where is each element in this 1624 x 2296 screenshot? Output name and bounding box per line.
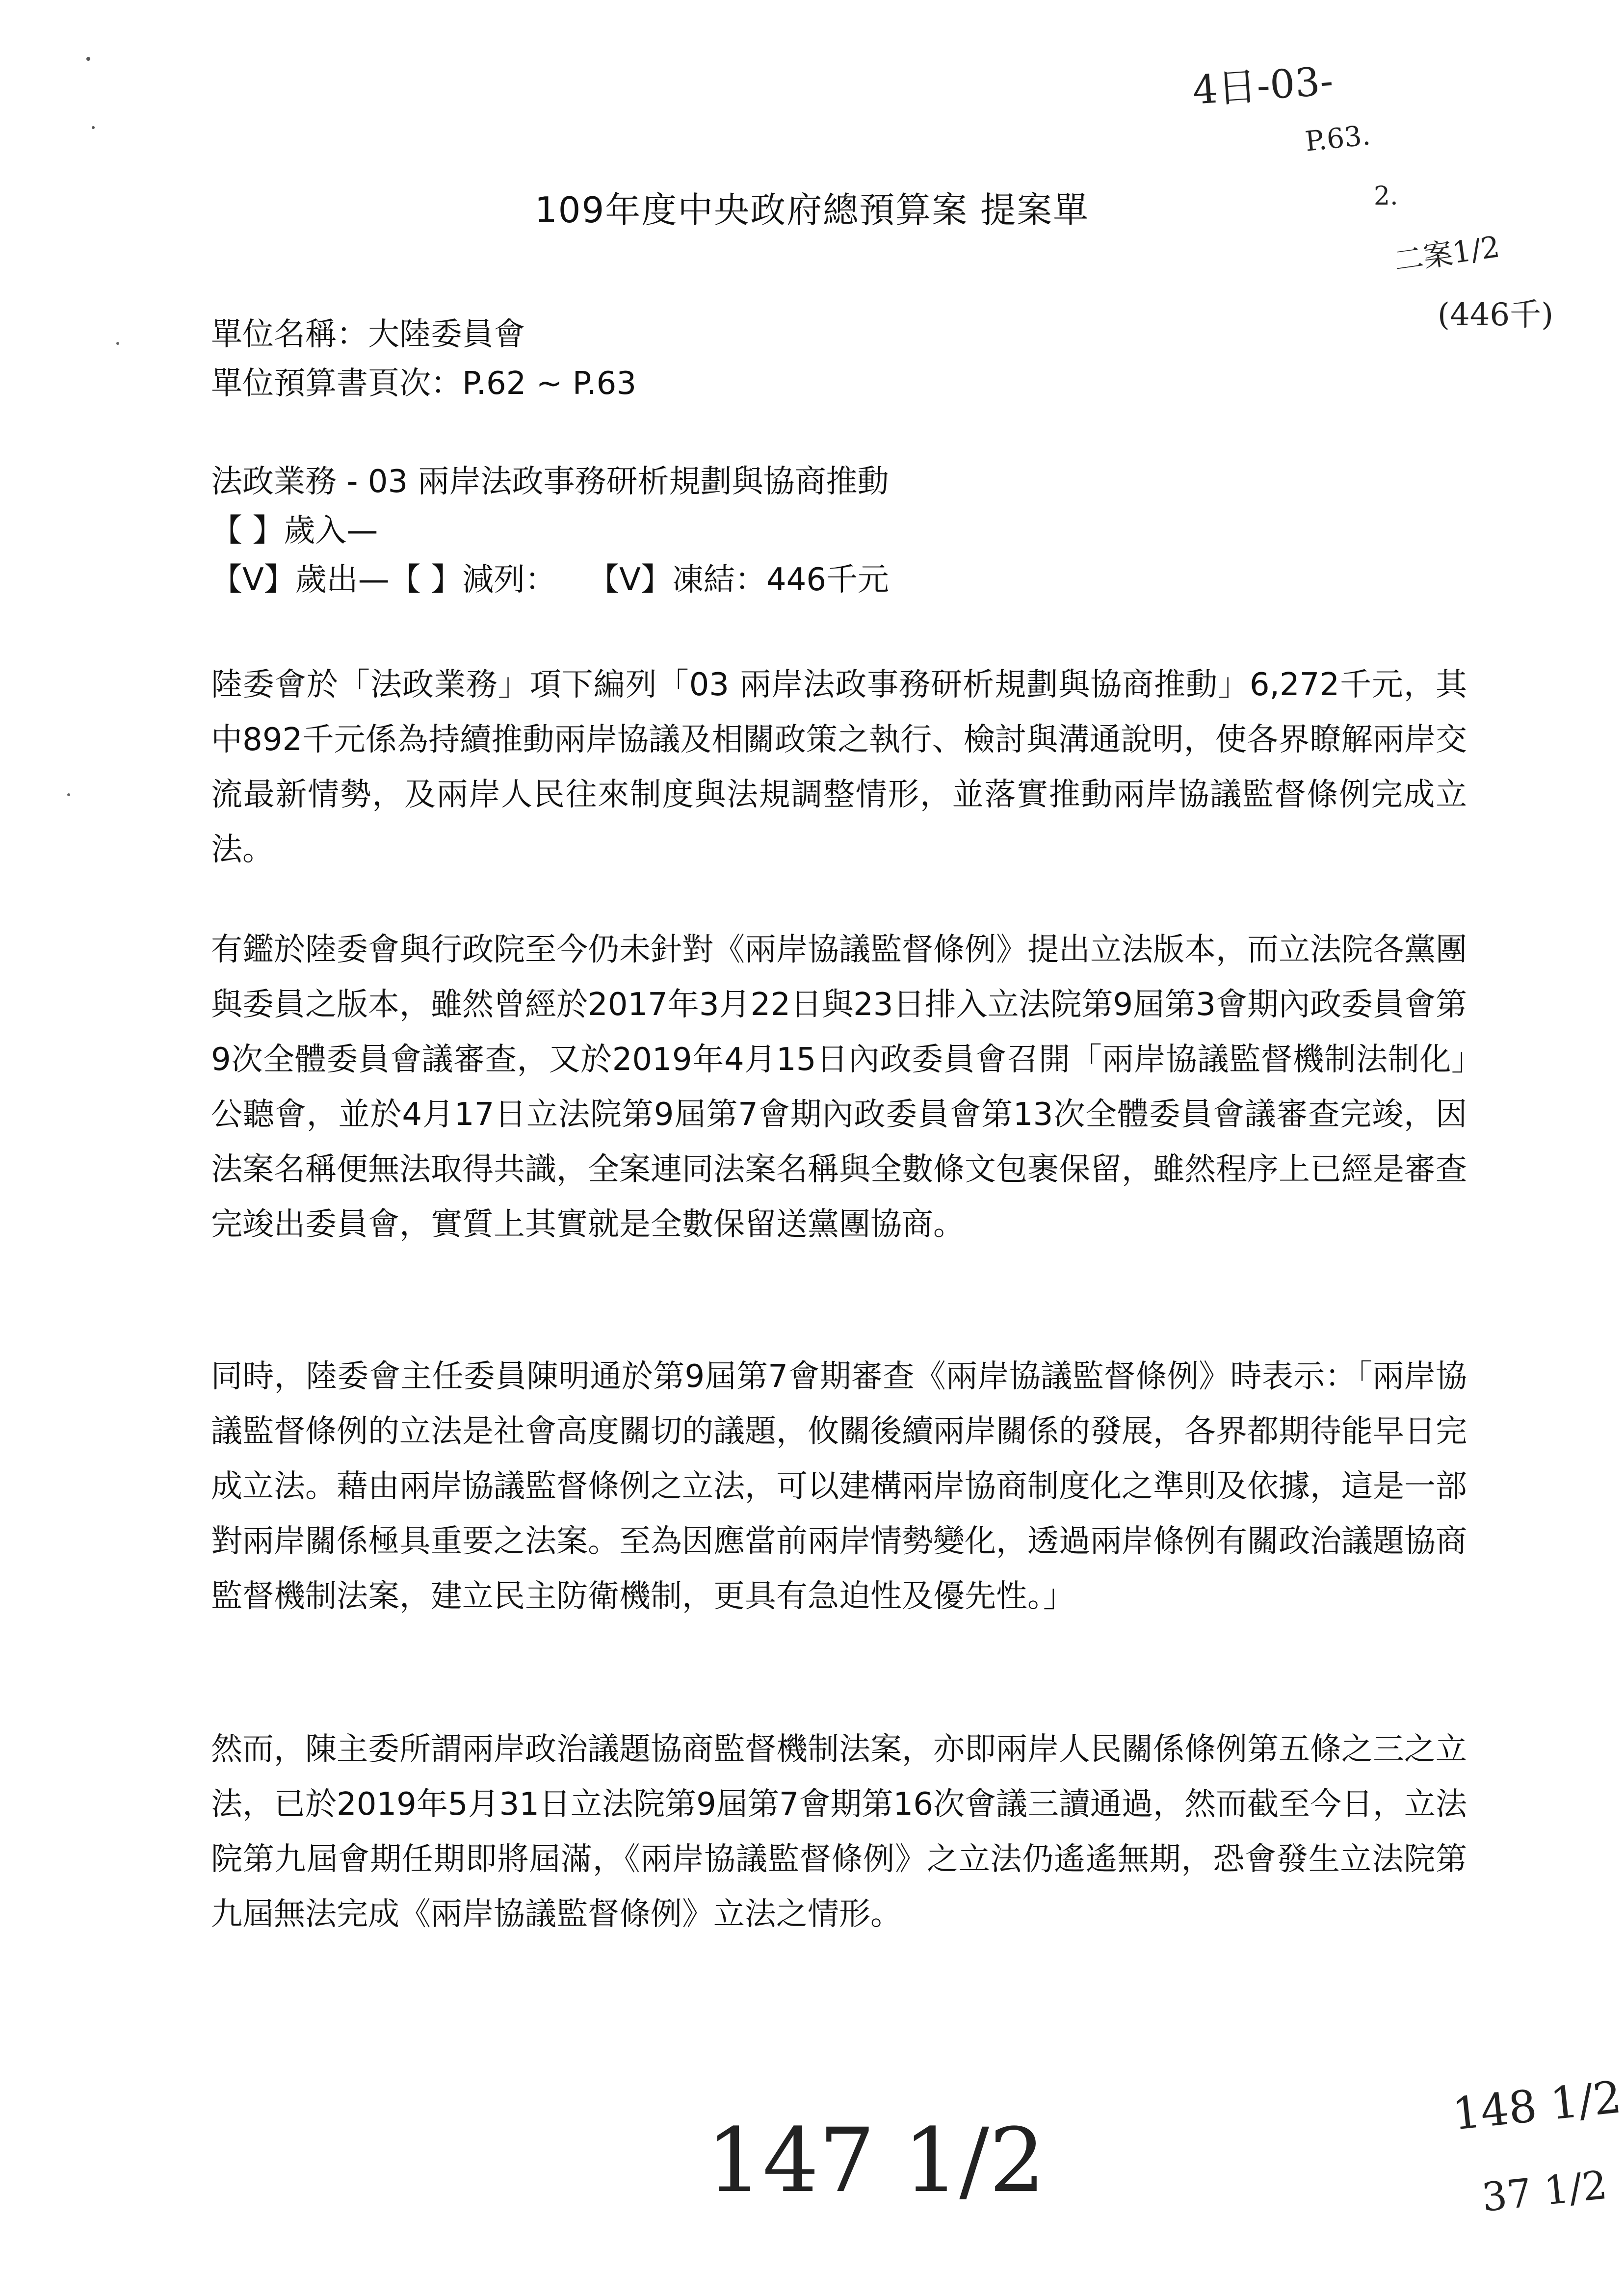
unit-name: 單位名稱：大陸委員會: [211, 316, 525, 353]
paragraph-3: 同時，陸委會主任委員陳明通於第9屆第7會期審查《兩岸協議監督條例》時表示：「兩岸協議監督條例的立法是社會高度關切的議題，攸關後續兩岸關係的發展，各界都期待能早日完成立法。藉由兩岸協議監督條例之立法，可以建構兩岸協商制度化之準則及依據，這是一部對兩岸關係極具重要之法案。至為因應當前兩岸情勢變化，透過兩岸條例有關政治議題協商監督機制法案，建立民主防衛機制，更具有急迫性及優先性。」: [211, 1358, 1467, 1615]
handwritten-fraction: 二案1/2: [1391, 230, 1502, 279]
handwritten-note-2: 37 1/2: [1479, 2162, 1610, 2221]
handwritten-code: 4日-03-: [1191, 58, 1335, 113]
expenditure-line: 【V】歲出—【 】減列： 【V】凍結：446千元: [211, 562, 890, 598]
paragraph-1: 陸委會於「法政業務」項下編列「03 兩岸法政事務研析規劃與協商推動」6,272千元，其中892千元係為持續推動兩岸協議及相關政策之執行、檢討與溝通說明，使各界瞭解兩岸交流最新情勢，及兩岸人民往來制度與法規調整情形，並落實推動兩岸協議監督條例完成立法。: [211, 667, 1467, 868]
paragraph-4: 然而，陳主委所謂兩岸政治議題協商監督機制法案，亦即兩岸人民關係條例第五條之三之立法，已於2019年5月31日立法院第9屆第7會期第16次會議三讀通過，然而截至今日，立法院第九屆會期任期即將屆滿，《兩岸協議監督條例》之立法仍遙遙無期，恐會發生立法院第九屆無法完成《兩岸協議監督條例》立法之情形。: [211, 1731, 1467, 1932]
revenue-line: 【 】歲入—: [211, 513, 378, 549]
handwritten-item-no: 2.: [1374, 182, 1398, 211]
handwritten-amount: (446千): [1438, 297, 1554, 333]
paragraph-2: 有鑑於陸委會與行政院至今仍未針對《兩岸協議監督條例》提出立法版本，而立法院各黨團與委員之版本，雖然曾經於2017年3月22日與23日排入立法院第9屆第3會期內政委員會第9次全體委員會議審查，又於2019年4月15日內政委員會召開「兩岸協議監督機制法制化」公聽會，並於4月17日立法院第9屆第7會期內政委員會第13次全體委員會議審查完竣，因法案名稱便無法取得共識，全案連同法案名稱與全數條文包裹保留，雖然程序上已經是審查完竣出委員會，實質上其實就是全數保留送黨團協商。: [211, 932, 1467, 1243]
handwritten-page-ref: P.63.: [1303, 119, 1372, 158]
handwritten-note-1: 148 1/2: [1450, 2071, 1624, 2140]
handwritten-page-number: 147 1/2: [707, 2110, 1046, 2212]
budget-pages: 單位預算書頁次：P.62 ~ P.63: [211, 365, 637, 402]
program-line: 法政業務 - 03 兩岸法政事務研析規劃與協商推動: [211, 464, 889, 500]
page-title: 109年度中央政府總預算案 提案單: [534, 189, 1090, 231]
